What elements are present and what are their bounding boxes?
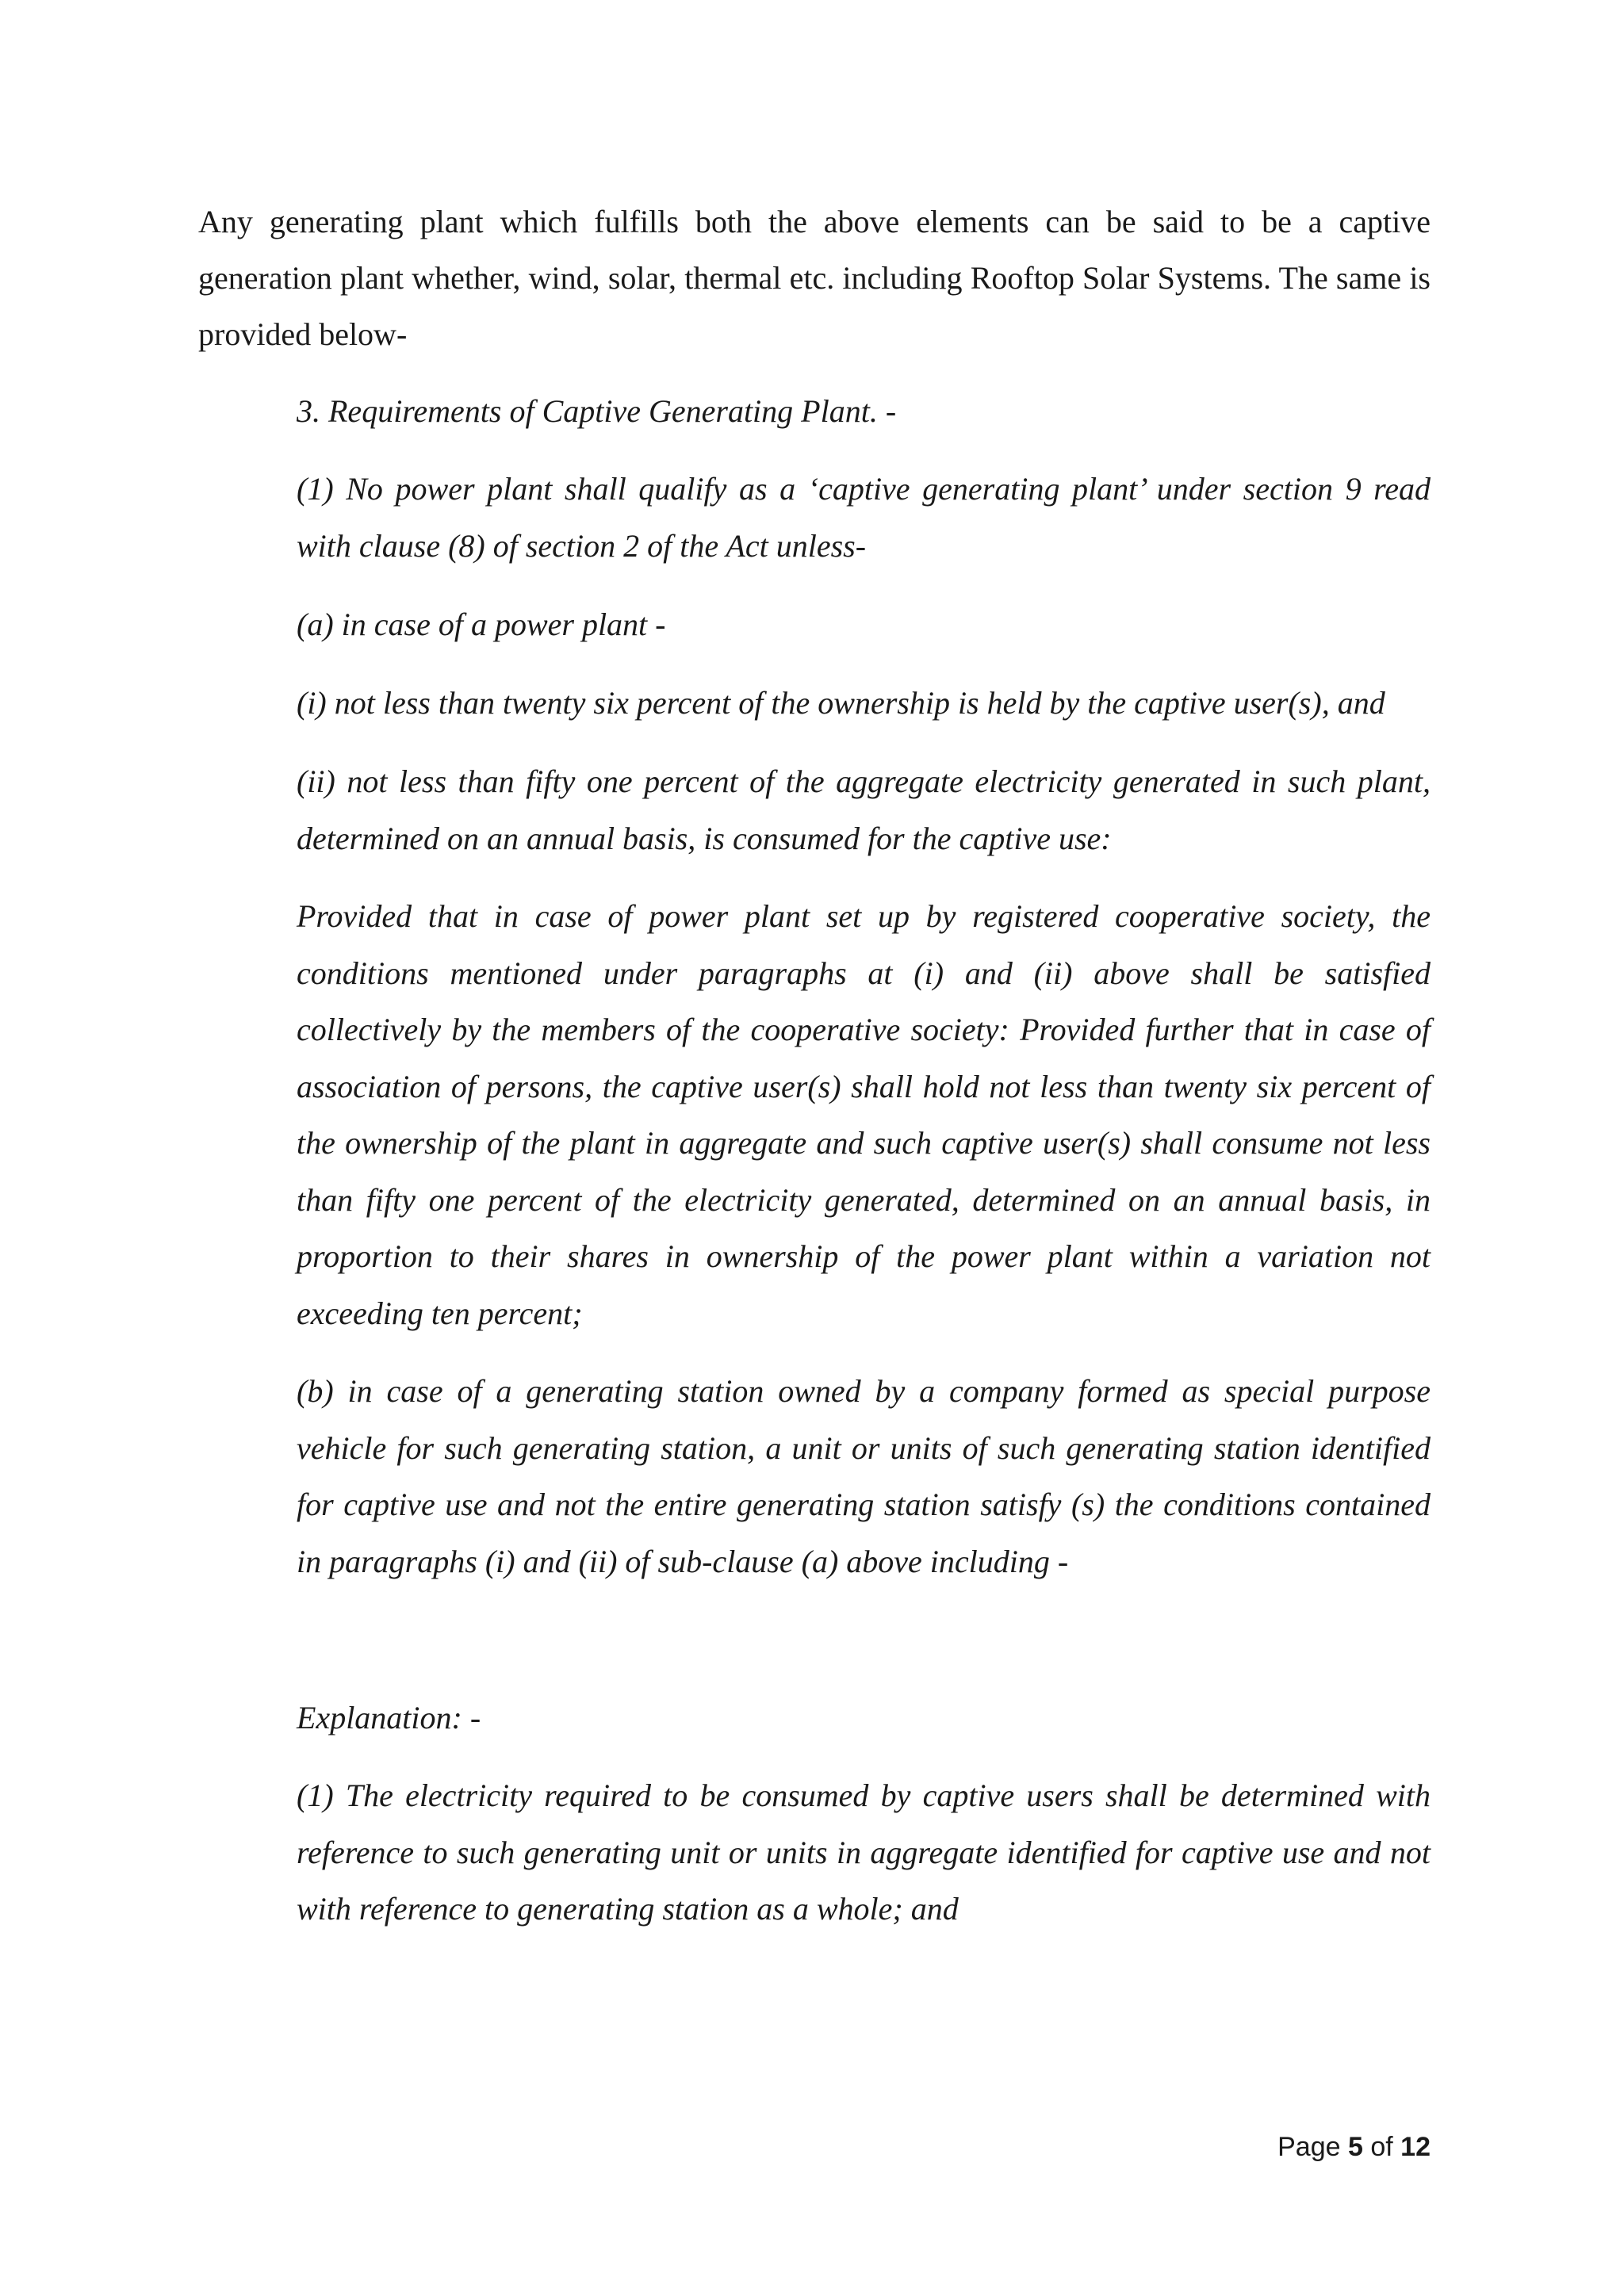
rule-clause-a-ii: (ii) not less than fifty one percent of the aggregate electricity generated in such plant, determined on an annual basis, is consumed for the captive use: — [297, 763, 1431, 856]
intro-paragraph: Any generating plant which fulfills both the above elements can be said to be a captive generation plant whether, wind, solar, thermal etc. including Rooftop Solar Systems. The same is provided below- — [198, 204, 1431, 352]
rule-clause-1: (1) No power plant shall qualify as a ‘captive generating plant’ under section 9 read with clause (8) of section 2 of the Act unless- — [297, 471, 1431, 564]
rule-clause-a-i: (i) not less than twenty six percent of the ownership is held by the captive user(s), and — [297, 685, 1385, 721]
rule-proviso: Provided that in case of power plant set up by registered cooperative society, the conditions mentioned under paragraphs at (i) and (ii) above shall be satisfied collectively by the members of the cooperative society: Provided further that in case of association of persons, the captive user(s) shall hold not less than twenty six percent of the ownership of the plant in aggregate and such captive user(s) shall consume not less than fifty one percent of the electricity generated, determined on an annual basis, in proportion to their shares in ownership of the power plant within a variation not exceeding ten percent; — [297, 898, 1431, 1331]
rule-clause-a: (a) in case of a power plant - — [297, 607, 666, 642]
rule-heading: 3. Requirements of Captive Generating Plant. - — [297, 393, 897, 429]
page-number-footer — [1277, 2131, 1431, 2163]
explanation-1: (1) The electricity required to be consumed by captive users shall be determined with reference to such generating unit or units in aggregate identified for captive use and not with reference to generating station as a whole; and — [297, 1777, 1431, 1927]
rule-clause-b: (b) in case of a generating station owned by a company formed as special purpose vehicle for such generating station, a unit or units of such generating station identified for captive use and not the entire generating station satisfy (s) the conditions contained in paragraphs (i) and (ii) of sub-clause (a) above including - — [297, 1373, 1431, 1579]
page-label: Page — [1277, 2132, 1341, 2162]
current-page-number: 5 — [1347, 2132, 1363, 2162]
of-label: of — [1370, 2132, 1393, 2162]
total-pages-number: 12 — [1400, 2132, 1431, 2162]
explanation-heading: Explanation: - — [297, 1700, 481, 1735]
